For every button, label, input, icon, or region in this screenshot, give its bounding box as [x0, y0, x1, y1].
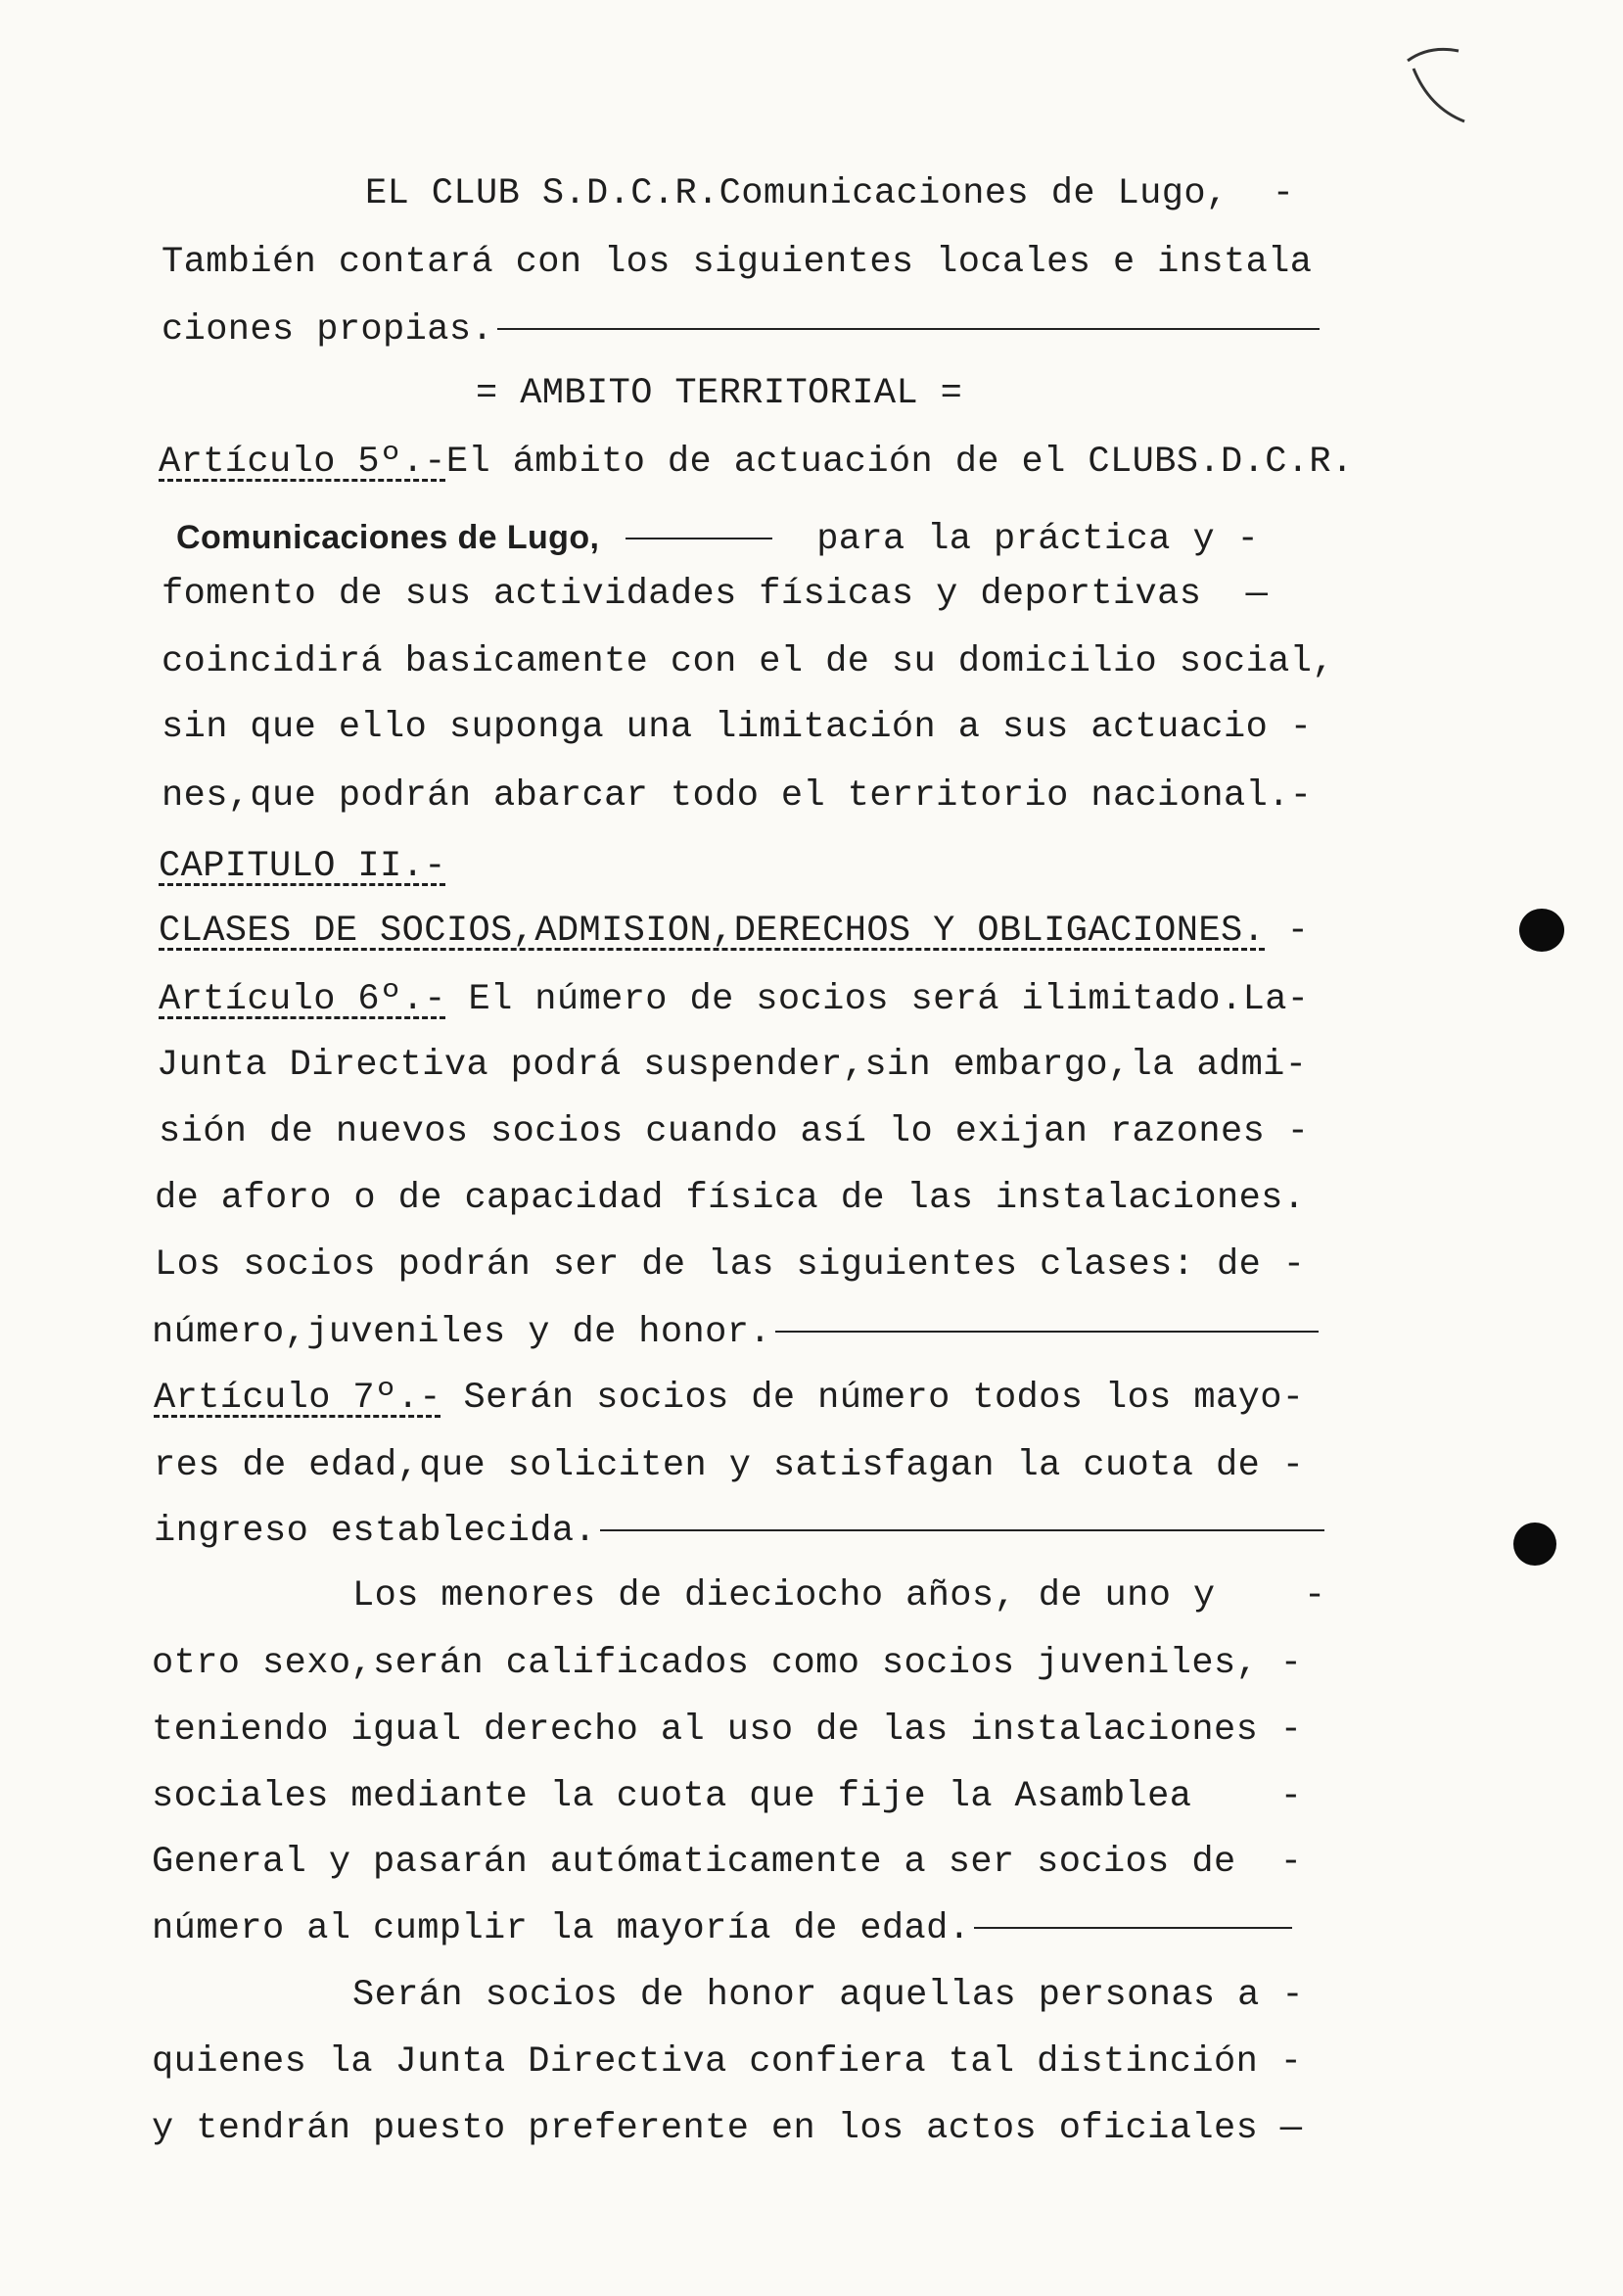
line	[162, 308, 1320, 351]
line	[152, 1311, 1319, 1354]
line-text: sociales mediante la cuota que fije la Asamblea -	[152, 1776, 1303, 1817]
fill-rule	[626, 538, 772, 539]
line	[159, 441, 1354, 484]
pen-stroke-mark	[1400, 39, 1478, 127]
line	[162, 640, 1334, 683]
line	[154, 1510, 1324, 1553]
line-text: ingreso establecida.	[154, 1511, 597, 1552]
line	[155, 1243, 1305, 1287]
fill-rule	[775, 1331, 1319, 1333]
line	[152, 2107, 1302, 2150]
line	[159, 978, 1309, 1021]
line-text: fomento de sus actividades físicas y deportivas —	[162, 574, 1269, 615]
fill-rule	[974, 1927, 1292, 1929]
line-text: res de edad,que soliciten y satisfagan la cuota de -	[154, 1445, 1305, 1486]
line-text: sión de nuevos socios cuando así lo exijan razones -	[159, 1111, 1310, 1152]
article-label: Artículo 6º.-	[159, 979, 446, 1020]
line-text: También contará con los siguientes locales e instala	[162, 242, 1313, 283]
line-text: número al cumplir la mayoría de edad.	[152, 1908, 971, 1949]
line	[152, 1775, 1302, 1818]
line	[365, 172, 1294, 215]
punch-hole-mark	[1513, 1523, 1556, 1566]
line-text: EL CLUB S.D.C.R.Comunicaciones de Lugo, -	[365, 173, 1295, 214]
line-text: Los menores de dieciocho años, de uno y -	[352, 1575, 1326, 1617]
line	[162, 774, 1312, 818]
line	[162, 241, 1312, 284]
fill-rule	[600, 1529, 1324, 1531]
line	[152, 1709, 1302, 1752]
line	[152, 1841, 1302, 1884]
article-label: Artículo 7º.-	[154, 1378, 441, 1419]
line	[157, 1044, 1307, 1087]
line-text: teniendo igual derecho al uso de las instalaciones -	[152, 1710, 1303, 1751]
line-text: ciones propias.	[162, 309, 494, 351]
line-text: -	[1265, 911, 1310, 952]
line	[352, 1974, 1304, 2017]
line-text: y tendrán puesto preferente en los actos oficiales —	[152, 2108, 1303, 2149]
line-text: coincidirá basicamente con el de su domicilio social,	[162, 641, 1334, 682]
heading-text: = AMBITO TERRITORIAL =	[476, 373, 963, 414]
line	[152, 1907, 1292, 1950]
article-label: Artículo 5º.-	[159, 442, 446, 483]
line-text: Junta Directiva podrá suspender,sin embargo,la admi-	[157, 1045, 1308, 1086]
punch-hole-mark	[1519, 909, 1564, 952]
line	[154, 1377, 1304, 1420]
fill-rule	[497, 328, 1320, 330]
line	[176, 516, 1259, 561]
line	[162, 573, 1268, 616]
chapter-label: CAPITULO II.-	[159, 846, 446, 887]
line-text: Serán socios de honor aquellas personas a -	[352, 1975, 1304, 2016]
line-text: número,juveniles y de honor.	[152, 1312, 771, 1353]
chapter-title	[159, 910, 1309, 953]
line-text: Serán socios de número todos los mayo-	[441, 1378, 1305, 1419]
line	[155, 1177, 1305, 1220]
line-text: nes,que podrán abarcar todo el territorio nacional.-	[162, 775, 1313, 817]
line	[162, 706, 1312, 749]
chapter-title-text: CLASES DE SOCIOS,ADMISION,DERECHOS Y OBLIGACIONES.	[159, 911, 1266, 952]
line	[152, 1642, 1302, 1685]
line-text: para la práctica y -	[816, 519, 1260, 560]
line-text: Comunicaciones de Lugo,	[176, 519, 600, 556]
chapter-heading	[159, 845, 446, 888]
line-text: de aforo o de capacidad física de las instalaciones.	[155, 1178, 1306, 1219]
line-text: El número de socios será ilimitado.La-	[445, 979, 1310, 1020]
line	[154, 1444, 1304, 1487]
line-text: General y pasarán autómaticamente a ser socios de -	[152, 1842, 1303, 1883]
line-text: otro sexo,serán calificados como socios juveniles, -	[152, 1643, 1303, 1684]
section-heading	[476, 372, 962, 415]
line-text: quienes la Junta Directiva confiera tal distinción -	[152, 2041, 1303, 2083]
line-text: Los socios podrán ser de las siguientes clases: de -	[155, 1244, 1306, 1286]
line	[152, 2040, 1302, 2084]
line-text: El ámbito de actuación de el CLUBS.D.C.R.	[445, 442, 1354, 483]
line-text: sin que ello suponga una limitación a sus actuacio -	[162, 707, 1313, 748]
line	[159, 1110, 1309, 1153]
line	[352, 1574, 1326, 1617]
